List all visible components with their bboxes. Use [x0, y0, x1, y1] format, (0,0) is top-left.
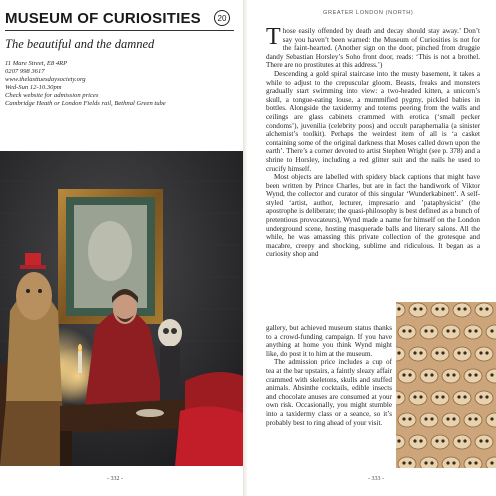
paragraph-1-text: hose easily offended by death and decay should stay away.’ Don’t say you haven’t been warned: the Museum of Curiosities is not for the faint-hearted. (Another sign on the door, pinched from druggie dandy Sebastian Horsley’s Soho front door, reads: ‘This is not a brothel. There are no prostitutes at this address.’)	[266, 27, 480, 70]
transport: Cambridge Heath or London Fields rail, Bethnal Green tube	[5, 100, 166, 108]
museum-subtitle: The beautiful and the damned	[5, 37, 155, 51]
patterned-object-photo	[396, 302, 496, 468]
running-head: GREATER LONDON (NORTH)	[323, 10, 414, 16]
title-rule	[5, 30, 234, 31]
entry-number-badge: 20	[214, 10, 230, 26]
paragraph-1	[266, 24, 480, 70]
museum-title: MUSEUM OF CURIOSITIES	[5, 10, 201, 27]
opening-hours: Wed-Sun 12-10.30pm	[5, 84, 62, 92]
admission-note: Check website for admission prices	[5, 92, 99, 100]
paragraph-4: The admission price includes a cup of tea at the bar upstairs, a faintly sleazy affair crammed with skeletons, skulls and stuffed animals. Absinthe cocktails, edible insects and chocolate anuses are consumed at your own risk. Occasionally, you might stumble into a taxidermy class or a seance, so it’s probably best to ring ahead of your visit.	[266, 358, 392, 427]
website: www.thelasttuesdaysociety.org	[5, 76, 86, 84]
right-page	[248, 0, 496, 496]
drop-cap: T	[266, 24, 281, 50]
address: 11 Mare Street, E8 4RP	[5, 60, 68, 67]
page-number-left: - 332 -	[107, 476, 123, 482]
paragraph-2: Descending a gold spiral staircase into the musty basement, it takes a while to adjust to the crepuscular gloom. Beasts, freaks and monsters gradually start swimming into view: a two-headed kitten, a unicorn’s skull, a tongue-eating louse, a mummified pygmy, pickled babies in bottles. Alongside the taxidermy and totems peering from the walls and ceilings are glass cabinets crammed with erotica (‘small pecker condoms’), juvenilia (celebrity poos) and occult paraphernalia (a sinister alchemist’s toolkit). Perhaps the weirdest item of all is ‘a casket containing some of the original darkness that Moses called down upon the earth’. There’s a corner devoted to artist Stephen Wright (see p. 378) and a shrine to Horsley, including a red glitter suit and the nails he used to crucify himself.	[266, 69, 480, 173]
paragraph-3: Most objects are labelled with spidery black captions that might have been written by Prince Charles, but are in fact the handiwork of Viktor Wynd, the collector and curator of this singular ‘Wunderkabinett’. A self-styled ‘artist, author, lecturer, impresario and ’pataphysicist’ (the apostrophe is deliberate; the quasi-philosophy is best defined as a bunch of pretentious provocateurs), Wynd made a name for himself on the London underground scene, hosting masquerade balls and literary salons. All the while, he was amassing this private collection of the grotesque and macabre, creepy and shocking, sublime and ridiculous. It began as a curiosity shop and	[266, 173, 480, 259]
museum-photo	[0, 151, 243, 466]
lower-text-column	[266, 324, 392, 427]
museum-info	[5, 60, 237, 109]
paragraph-3-continued: gallery, but achieved museum status thanks to a crowd-funding campaign. If you have anything at home you think Wynd might like, do post it to him at the museum.	[266, 324, 392, 358]
phone: 0207 998 3617	[5, 68, 45, 76]
page-number-right: - 333 -	[368, 476, 384, 482]
body-text	[266, 24, 480, 259]
left-page	[0, 0, 243, 496]
